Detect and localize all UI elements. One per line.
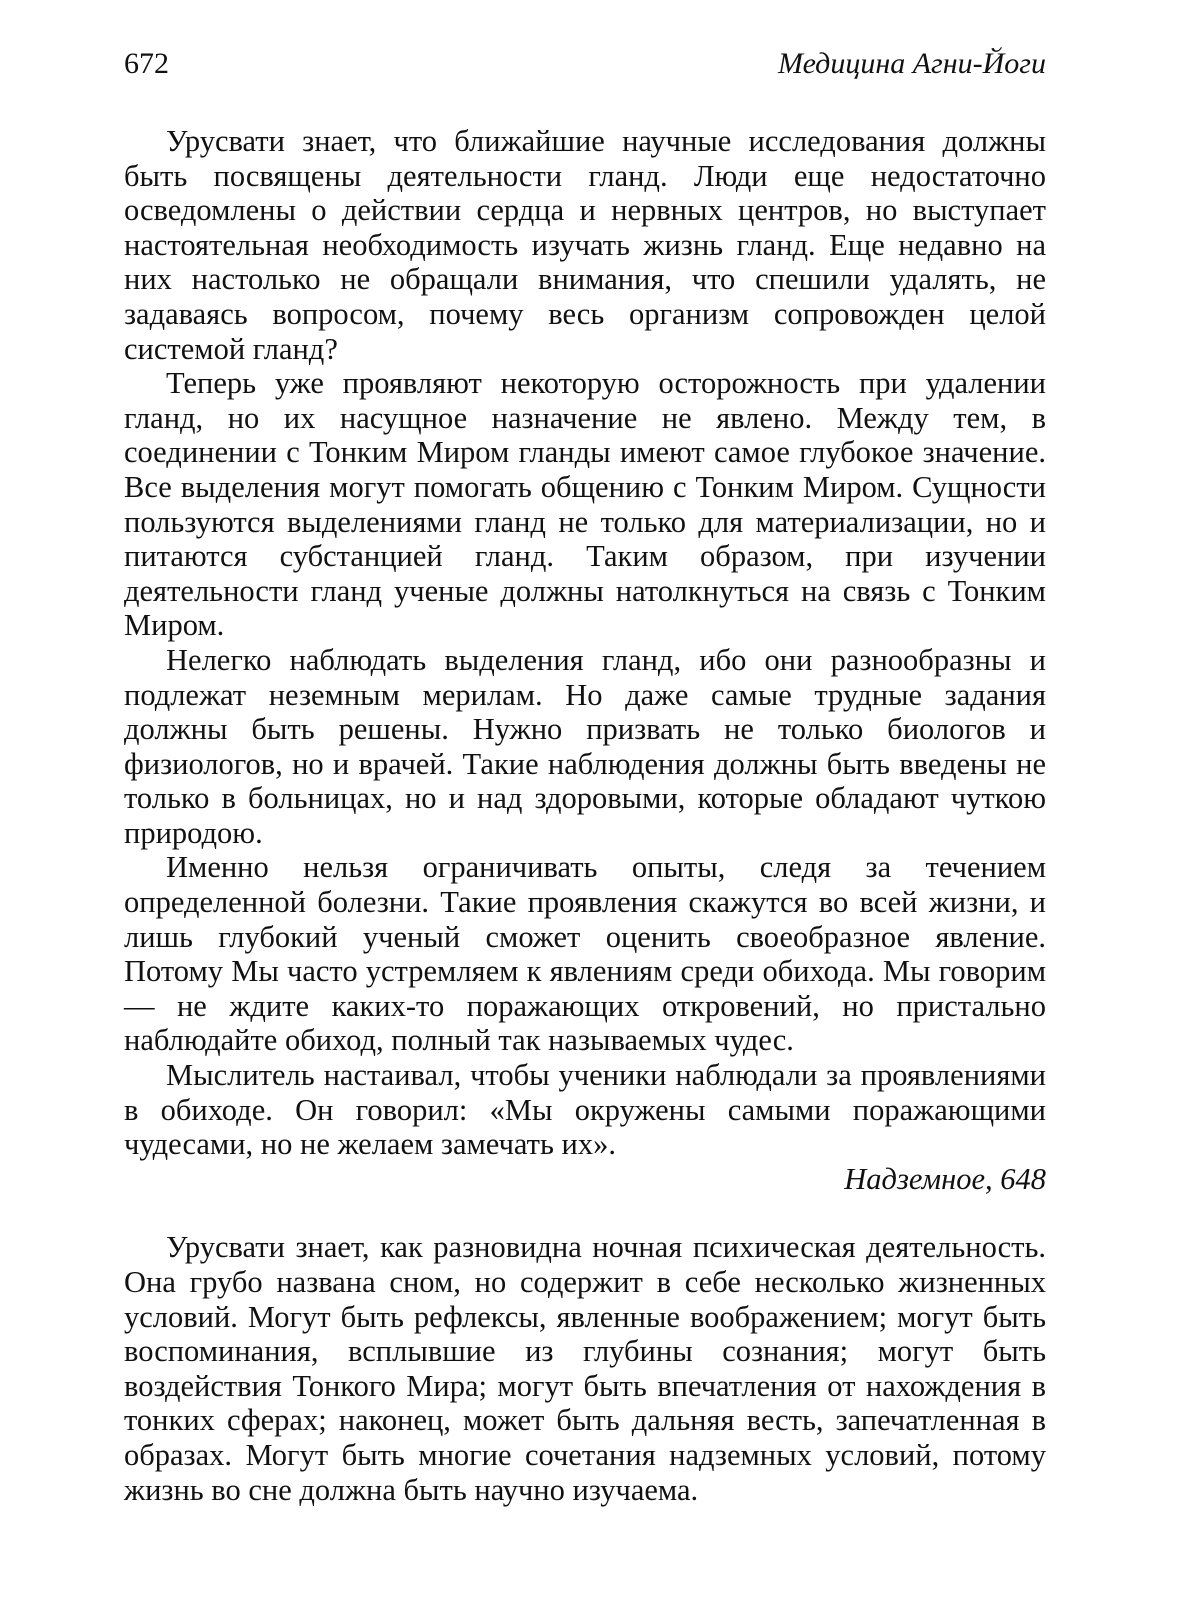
paragraph: Нелегко наблюдать выделения гланд, ибо они разнообразны и подлежат неземным мерилам. Но даже самые трудные задания должны быть решены. Нужно призвать не только биологов и физиологов, но и врачей. Такие наблюдения должны быть введены не только в больницах, но и над здоровыми, которые обладают чуткою природою. [124,642,1046,850]
book-page [124,40,1046,1507]
paragraph: Теперь уже проявляют некоторую осторожность при удалении гланд, но их насущное назначение не явлено. Между тем, в соединении с Тонким Миром гланды имеют самое глубокое значение. Все выделения могут помогать общению с Тонким Миром. Сущности пользуются выделениями гланд не только для материализации, но и питаются субстанцией гланд. Таким образом, при изучении деятельности гланд ученые должны натолкнуться на связь с Тонким Миром. [124,366,1046,643]
paragraph: Урусвати знает, что ближайшие научные исследования должны быть посвящены деятельности гланд. Люди еще недостаточно осведомлены о действии сердца и нервных центров, но выступает настоятельная необходимость изучать жизнь гланд. Еще недавно на них настолько не обращали внимания, что спешили удалять, не задаваясь вопросом, почему весь организм сопровожден целой системой гланд? [124,124,1046,366]
paragraph: Именно нельзя ограничивать опыты, следя за течением определенной болезни. Такие проявления скажутся во всей жизни, и лишь глубокий ученый сможет оценить своеобразное явление. Потому Мы часто устремляем к явлениям среди обихода. Мы говорим — не ждите каких-то поражающих откровений, но пристально наблюдайте обиход, полный так называемых чудес. [124,850,1046,1058]
section-divider [124,1196,1046,1230]
paragraph: Урусвати знает, как разновидна ночная психическая деятельность. Она грубо названа сном, но содержит в себе несколько жизненных условий. Могут быть рефлексы, явленные воображением; могут быть воспоминания, всплывшие из глубины сознания; могут быть воздействия Тонкого Мира; могут быть впечатления от нахождения в тонких сферах; наконец, может быть дальняя весть, запечатленная в образах. Могут быть многие сочетания надземных условий, потому жизнь во сне должна быть научно изучаема. [124,1230,1046,1507]
page-body [124,124,1046,1507]
source-citation: Надземное, 648 [844,1161,1046,1196]
book-title: Медицина Агни-Йоги [778,47,1046,80]
page-number: 672 [124,47,169,80]
paragraph: Мыслитель настаивал, чтобы ученики наблюдали за проявлениями в обиходе. Он говорил: «Мы окружены самыми поражающими чудесами, но не желаем замечать их». [124,1058,1046,1162]
running-header [124,40,1046,88]
